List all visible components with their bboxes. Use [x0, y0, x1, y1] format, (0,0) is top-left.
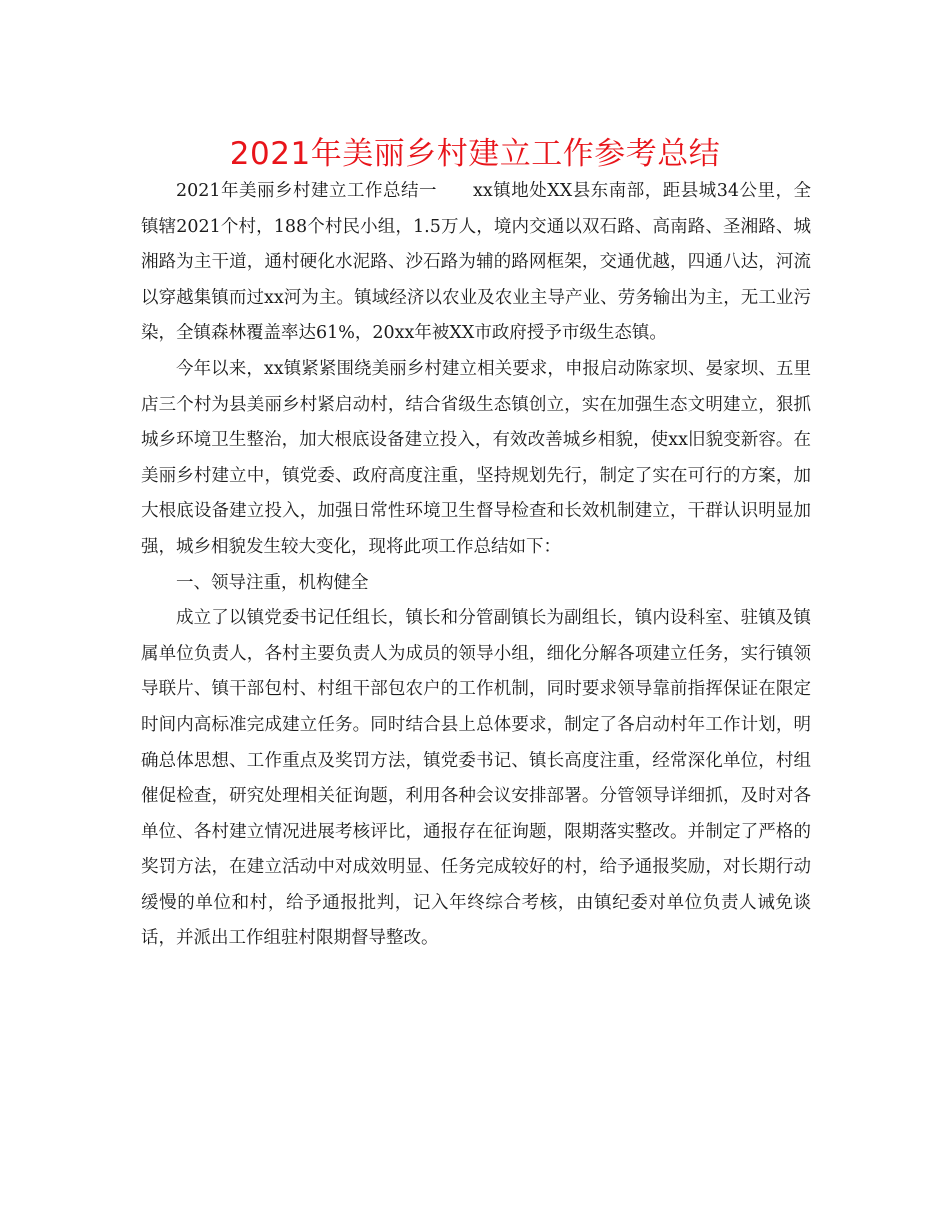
paragraph-intro: 2021年美丽乡村建立工作总结一 xx镇地处XX县东南部，距县城34公里，全镇辖2021个村，188个村民小组，1.5万人，境内交通以双石路、高南路、圣湘路、城湘路为主干道，通村硬化水泥路、沙石路为辅的路网框架，交通优越，四通八达，河流以穿越集镇而过xx河为主。镇域经济以农业及农业主导产业、劳务输出为主，无工业污染，全镇森林覆盖率达61%，20xx年被XX市政府授予市级生态镇。 [141, 181, 811, 344]
paragraph-overview: 今年以来，xx镇紧紧围绕美丽乡村建立相关要求，申报启动陈家坝、晏家坝、五里店三个村为县美丽乡村紧启动村，结合省级生态镇创立，实在加强生态文明建立，狠抓城乡环境卫生整治，加大根底设备建立投入，有效改善城乡相貌，使xx旧貌变新容。在美丽乡村建立中，镇党委、政府高度注重，坚持规划先行，制定了实在可行的方案，加大根底设备建立投入，加强日常性环境卫生督导检查和长效机制建立，干群认识明显加强，城乡相貌发生较大变化，现将此项工作总结如下： [141, 358, 811, 557]
section-heading: 一、领导注重，机构健全 [176, 572, 369, 593]
paragraph-leadership: 成立了以镇党委书记任组长，镇长和分管副镇长为副组长，镇内设科室、驻镇及镇属单位负责人，各村主要负责人为成员的领导小组，细化分解各项建立任务，实行镇领导联片、镇干部包村、村组干部包农户的工作机制，同时要求领导靠前指挥保证在限定时间内高标准完成建立任务。同时结合县上总体要求，制定了各启动村年工作计划，明确总体思想、工作重点及奖罚方法，镇党委书记、镇长高度注重，经常深化单位，村组催促检查，研究处理相关征询题，利用各种会议安排部署。分管领导详细抓，及时对各单位、各村建立情况进展考核评比，通报存在征询题，限期落实整改。并制定了严格的奖罚方法，在建立活动中对成效明显、任务完成较好的村，给予通报奖励，对长期行动缓慢的单位和村，给予通报批判，记入年终综合考核，由镇纪委对单位负责人诫免谈话，并派出工作组驻村限期督导整改。 [141, 608, 811, 949]
document-body [141, 174, 811, 957]
document-title: 2021年美丽乡村建立工作参考总结 [229, 136, 721, 172]
